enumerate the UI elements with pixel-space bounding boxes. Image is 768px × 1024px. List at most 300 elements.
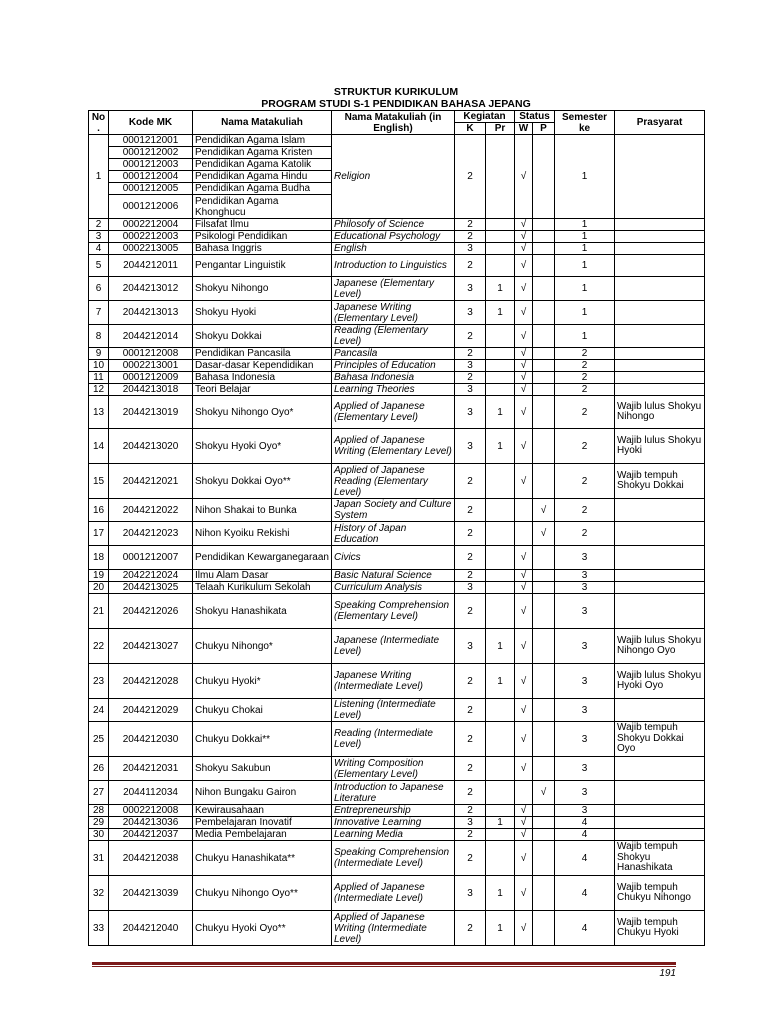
cell-p bbox=[533, 664, 555, 699]
cell-p bbox=[533, 841, 555, 876]
cell-kode: 0001212009 bbox=[109, 372, 193, 384]
cell-prasyarat: Wajib lulus Shokyu Hyoki bbox=[615, 429, 705, 464]
cell-w: √ bbox=[515, 829, 533, 841]
cell-english: Curriculum Analysis bbox=[332, 582, 455, 594]
cell-k: 2 bbox=[455, 699, 486, 722]
cell-semester: 2 bbox=[555, 384, 615, 396]
cell-p bbox=[533, 325, 555, 348]
cell-no: 5 bbox=[89, 255, 109, 277]
cell-w: √ bbox=[515, 594, 533, 629]
cell-w: √ bbox=[515, 231, 533, 243]
cell-kode: 2044212026 bbox=[109, 594, 193, 629]
cell-no: 25 bbox=[89, 722, 109, 757]
cell-w: √ bbox=[515, 219, 533, 231]
cell-kode: 2044212028 bbox=[109, 664, 193, 699]
cell-p bbox=[533, 876, 555, 911]
table-row bbox=[89, 384, 705, 396]
cell-no: 29 bbox=[89, 817, 109, 829]
cell-semester: 1 bbox=[555, 301, 615, 325]
cell-english: Learning Theories bbox=[332, 384, 455, 396]
footer-rule bbox=[92, 962, 676, 965]
cell-nama: Media Pembelajaran bbox=[193, 829, 332, 841]
cell-w: √ bbox=[515, 429, 533, 464]
cell-w: √ bbox=[515, 911, 533, 946]
cell-p bbox=[533, 464, 555, 499]
cell-k: 2 bbox=[455, 722, 486, 757]
cell-english: Philosofy of Science bbox=[332, 219, 455, 231]
cell-semester: 1 bbox=[555, 255, 615, 277]
cell-p: √ bbox=[533, 781, 555, 805]
cell-w: √ bbox=[515, 546, 533, 570]
cell-k: 3 bbox=[455, 243, 486, 255]
cell-nama: Pendidikan Agama Khonghucu bbox=[193, 195, 332, 219]
cell-kode: 0001212004 bbox=[109, 171, 193, 183]
table-row bbox=[89, 757, 705, 781]
table-row bbox=[89, 325, 705, 348]
cell-no: 6 bbox=[89, 277, 109, 301]
cell-english: Applied of Japanese Reading (Elementary Level) bbox=[332, 464, 455, 499]
cell-english: Reading (Intermediate Level) bbox=[332, 722, 455, 757]
cell-semester: 1 bbox=[555, 243, 615, 255]
cell-p bbox=[533, 348, 555, 360]
header-status: Status bbox=[515, 111, 555, 123]
cell-k: 3 bbox=[455, 277, 486, 301]
cell-k: 2 bbox=[455, 135, 486, 219]
header-prasyarat: Prasyarat bbox=[615, 111, 705, 135]
cell-no: 2 bbox=[89, 219, 109, 231]
cell-p bbox=[533, 829, 555, 841]
cell-semester: 3 bbox=[555, 546, 615, 570]
cell-kode: 2044212029 bbox=[109, 699, 193, 722]
cell-kode: 0001212002 bbox=[109, 147, 193, 159]
cell-prasyarat bbox=[615, 699, 705, 722]
cell-p bbox=[533, 429, 555, 464]
cell-prasyarat: Wajib tempuh Shokyu Dokkai Oyo bbox=[615, 722, 705, 757]
cell-p bbox=[533, 582, 555, 594]
cell-prasyarat bbox=[615, 231, 705, 243]
cell-kode: 2044213020 bbox=[109, 429, 193, 464]
cell-prasyarat: Wajib tempuh Shokyu Dokkai bbox=[615, 464, 705, 499]
cell-semester: 2 bbox=[555, 522, 615, 546]
cell-nama: Pendidikan Agama Islam bbox=[193, 135, 332, 147]
cell-no: 26 bbox=[89, 757, 109, 781]
cell-k: 2 bbox=[455, 546, 486, 570]
table-row bbox=[89, 396, 705, 429]
cell-nama: Telaah Kurikulum Sekolah bbox=[193, 582, 332, 594]
cell-semester: 3 bbox=[555, 699, 615, 722]
cell-nama: Shokyu Hanashikata bbox=[193, 594, 332, 629]
cell-k: 2 bbox=[455, 664, 486, 699]
cell-pr bbox=[486, 243, 515, 255]
cell-pr bbox=[486, 582, 515, 594]
cell-kode: 2044212011 bbox=[109, 255, 193, 277]
table-body bbox=[89, 135, 705, 946]
cell-no: 8 bbox=[89, 325, 109, 348]
cell-no: 31 bbox=[89, 841, 109, 876]
cell-pr: 1 bbox=[486, 876, 515, 911]
cell-nama: Chukyu Nihongo* bbox=[193, 629, 332, 664]
cell-semester: 1 bbox=[555, 277, 615, 301]
header-no: No . bbox=[89, 111, 109, 135]
cell-w bbox=[515, 781, 533, 805]
cell-prasyarat bbox=[615, 243, 705, 255]
cell-p bbox=[533, 231, 555, 243]
cell-kode: 0002212004 bbox=[109, 219, 193, 231]
cell-english: Entrepreneurship bbox=[332, 805, 455, 817]
cell-kode: 2044212030 bbox=[109, 722, 193, 757]
cell-w: √ bbox=[515, 699, 533, 722]
cell-w: √ bbox=[515, 817, 533, 829]
cell-w bbox=[515, 499, 533, 522]
cell-english: Principles of Education bbox=[332, 360, 455, 372]
cell-w: √ bbox=[515, 629, 533, 664]
cell-w: √ bbox=[515, 384, 533, 396]
header-semester: Semester ke bbox=[555, 111, 615, 135]
cell-no: 24 bbox=[89, 699, 109, 722]
table-row bbox=[89, 372, 705, 384]
cell-prasyarat bbox=[615, 805, 705, 817]
cell-k: 2 bbox=[455, 570, 486, 582]
header-w: W bbox=[515, 123, 533, 135]
cell-pr bbox=[486, 722, 515, 757]
cell-k: 2 bbox=[455, 594, 486, 629]
cell-kode: 2044213013 bbox=[109, 301, 193, 325]
table-row bbox=[89, 464, 705, 499]
cell-no: 18 bbox=[89, 546, 109, 570]
cell-no: 7 bbox=[89, 301, 109, 325]
cell-semester: 1 bbox=[555, 231, 615, 243]
header-pr: Pr bbox=[486, 123, 515, 135]
cell-w: √ bbox=[515, 722, 533, 757]
cell-no: 21 bbox=[89, 594, 109, 629]
cell-pr bbox=[486, 135, 515, 219]
cell-kode: 0001212001 bbox=[109, 135, 193, 147]
cell-pr bbox=[486, 757, 515, 781]
cell-nama: Ilmu Alam Dasar bbox=[193, 570, 332, 582]
cell-prasyarat bbox=[615, 817, 705, 829]
cell-p bbox=[533, 805, 555, 817]
cell-p bbox=[533, 372, 555, 384]
cell-no: 13 bbox=[89, 396, 109, 429]
cell-semester: 2 bbox=[555, 372, 615, 384]
cell-pr: 1 bbox=[486, 277, 515, 301]
table-row bbox=[89, 911, 705, 946]
table-row bbox=[89, 594, 705, 629]
cell-w: √ bbox=[515, 396, 533, 429]
cell-kode: 2044213025 bbox=[109, 582, 193, 594]
cell-semester: 4 bbox=[555, 841, 615, 876]
cell-w: √ bbox=[515, 570, 533, 582]
cell-k: 3 bbox=[455, 629, 486, 664]
cell-semester: 2 bbox=[555, 348, 615, 360]
cell-prasyarat bbox=[615, 522, 705, 546]
cell-prasyarat bbox=[615, 499, 705, 522]
cell-pr: 1 bbox=[486, 664, 515, 699]
cell-no: 22 bbox=[89, 629, 109, 664]
cell-nama: Psikologi Pendidikan bbox=[193, 231, 332, 243]
table-row bbox=[89, 429, 705, 464]
cell-k: 2 bbox=[455, 805, 486, 817]
cell-p bbox=[533, 301, 555, 325]
table-row bbox=[89, 699, 705, 722]
cell-kode: 0001212007 bbox=[109, 546, 193, 570]
cell-prasyarat bbox=[615, 255, 705, 277]
cell-p bbox=[533, 243, 555, 255]
cell-w: √ bbox=[515, 664, 533, 699]
cell-nama: Kewirausahaan bbox=[193, 805, 332, 817]
cell-pr bbox=[486, 805, 515, 817]
table-row bbox=[89, 231, 705, 243]
cell-p bbox=[533, 757, 555, 781]
cell-no: 14 bbox=[89, 429, 109, 464]
cell-english: Introduction to Linguistics bbox=[332, 255, 455, 277]
cell-kode: 2044212037 bbox=[109, 829, 193, 841]
cell-english: Speaking Comprehension (Elementary Level) bbox=[332, 594, 455, 629]
cell-kode: 2044212021 bbox=[109, 464, 193, 499]
cell-prasyarat bbox=[615, 570, 705, 582]
cell-k: 3 bbox=[455, 429, 486, 464]
cell-prasyarat bbox=[615, 360, 705, 372]
cell-prasyarat bbox=[615, 301, 705, 325]
table-row bbox=[89, 219, 705, 231]
cell-english: History of Japan Education bbox=[332, 522, 455, 546]
table-row bbox=[89, 499, 705, 522]
cell-pr: 1 bbox=[486, 629, 515, 664]
cell-nama: Nihon Kyoiku Rekishi bbox=[193, 522, 332, 546]
cell-w bbox=[515, 522, 533, 546]
cell-k: 2 bbox=[455, 325, 486, 348]
cell-kode: 2044212031 bbox=[109, 757, 193, 781]
cell-nama: Nihon Shakai to Bunka bbox=[193, 499, 332, 522]
cell-pr bbox=[486, 546, 515, 570]
cell-prasyarat bbox=[615, 829, 705, 841]
cell-kode: 0001212005 bbox=[109, 183, 193, 195]
cell-english: Listening (Intermediate Level) bbox=[332, 699, 455, 722]
cell-p bbox=[533, 384, 555, 396]
cell-prasyarat bbox=[615, 384, 705, 396]
cell-english: Educational Psychology bbox=[332, 231, 455, 243]
table-row bbox=[89, 348, 705, 360]
cell-pr bbox=[486, 499, 515, 522]
cell-semester: 3 bbox=[555, 805, 615, 817]
cell-kode: 2044213019 bbox=[109, 396, 193, 429]
cell-semester: 4 bbox=[555, 911, 615, 946]
cell-w: √ bbox=[515, 372, 533, 384]
cell-pr bbox=[486, 594, 515, 629]
cell-k: 3 bbox=[455, 582, 486, 594]
cell-semester: 3 bbox=[555, 582, 615, 594]
cell-nama: Filsafat Ilmu bbox=[193, 219, 332, 231]
cell-kode: 0002212008 bbox=[109, 805, 193, 817]
cell-nama: Chukyu Hanashikata** bbox=[193, 841, 332, 876]
header-k: K bbox=[455, 123, 486, 135]
table-row bbox=[89, 277, 705, 301]
header-p: P bbox=[533, 123, 555, 135]
table-row bbox=[89, 722, 705, 757]
cell-kode: 2044213027 bbox=[109, 629, 193, 664]
cell-prasyarat: Wajib tempuh Chukyu Nihongo bbox=[615, 876, 705, 911]
cell-no: 27 bbox=[89, 781, 109, 805]
cell-k: 2 bbox=[455, 499, 486, 522]
cell-k: 3 bbox=[455, 360, 486, 372]
cell-pr bbox=[486, 372, 515, 384]
cell-kode: 2044212014 bbox=[109, 325, 193, 348]
cell-nama: Shokyu Hyoki Oyo* bbox=[193, 429, 332, 464]
cell-prasyarat bbox=[615, 594, 705, 629]
cell-prasyarat bbox=[615, 277, 705, 301]
cell-k: 2 bbox=[455, 841, 486, 876]
cell-kode: 2044212022 bbox=[109, 499, 193, 522]
cell-semester: 4 bbox=[555, 817, 615, 829]
cell-semester: 2 bbox=[555, 499, 615, 522]
cell-nama: Shokyu Hyoki bbox=[193, 301, 332, 325]
cell-pr: 1 bbox=[486, 396, 515, 429]
cell-no: 19 bbox=[89, 570, 109, 582]
document-subtitle: PROGRAM STUDI S-1 PENDIDIKAN BAHASA JEPANG bbox=[261, 98, 531, 110]
cell-nama: Nihon Bungaku Gairon bbox=[193, 781, 332, 805]
cell-pr bbox=[486, 522, 515, 546]
cell-english: Writing Composition (Elementary Level) bbox=[332, 757, 455, 781]
cell-k: 3 bbox=[455, 876, 486, 911]
page-number: 191 bbox=[659, 968, 676, 979]
cell-prasyarat bbox=[615, 348, 705, 360]
cell-kode: 2044112034 bbox=[109, 781, 193, 805]
cell-kode: 2044212023 bbox=[109, 522, 193, 546]
cell-semester: 3 bbox=[555, 781, 615, 805]
cell-semester: 1 bbox=[555, 325, 615, 348]
table-row bbox=[89, 876, 705, 911]
cell-k: 2 bbox=[455, 829, 486, 841]
cell-p: √ bbox=[533, 522, 555, 546]
cell-k: 2 bbox=[455, 255, 486, 277]
cell-pr bbox=[486, 384, 515, 396]
cell-pr bbox=[486, 570, 515, 582]
cell-w: √ bbox=[515, 135, 533, 219]
cell-no: 28 bbox=[89, 805, 109, 817]
cell-nama: Shokyu Sakubun bbox=[193, 757, 332, 781]
cell-semester: 3 bbox=[555, 570, 615, 582]
cell-english: Innovative Learning bbox=[332, 817, 455, 829]
table-row bbox=[89, 805, 705, 817]
cell-pr: 1 bbox=[486, 817, 515, 829]
cell-k: 2 bbox=[455, 219, 486, 231]
table-row bbox=[89, 135, 705, 147]
cell-kode: 2044213012 bbox=[109, 277, 193, 301]
cell-nama: Bahasa Inggris bbox=[193, 243, 332, 255]
cell-prasyarat: Wajib lulus Shokyu Hyoki Oyo bbox=[615, 664, 705, 699]
cell-english: Religion bbox=[332, 135, 455, 219]
cell-prasyarat bbox=[615, 546, 705, 570]
cell-nama: Pendidikan Agama Budha bbox=[193, 183, 332, 195]
cell-semester: 2 bbox=[555, 464, 615, 499]
header-nama: Nama Matakuliah bbox=[193, 111, 332, 135]
document-title: STRUKTUR KURIKULUM bbox=[333, 86, 459, 98]
cell-nama: Shokyu Dokkai Oyo** bbox=[193, 464, 332, 499]
cell-semester: 1 bbox=[555, 135, 615, 219]
cell-kode: 2044213039 bbox=[109, 876, 193, 911]
table-row bbox=[89, 360, 705, 372]
cell-k: 2 bbox=[455, 231, 486, 243]
cell-kode: 2044212038 bbox=[109, 841, 193, 876]
cell-no: 17 bbox=[89, 522, 109, 546]
cell-k: 2 bbox=[455, 757, 486, 781]
cell-w: √ bbox=[515, 255, 533, 277]
cell-k: 3 bbox=[455, 384, 486, 396]
cell-nama: Chukyu Nihongo Oyo** bbox=[193, 876, 332, 911]
cell-no: 30 bbox=[89, 829, 109, 841]
cell-nama: Teori Belajar bbox=[193, 384, 332, 396]
cell-english: Japanese Writing (Elementary Level) bbox=[332, 301, 455, 325]
cell-k: 3 bbox=[455, 817, 486, 829]
cell-kode: 0001212003 bbox=[109, 159, 193, 171]
cell-no: 32 bbox=[89, 876, 109, 911]
cell-k: 3 bbox=[455, 301, 486, 325]
table-row bbox=[89, 664, 705, 699]
cell-pr bbox=[486, 325, 515, 348]
cell-k: 2 bbox=[455, 781, 486, 805]
cell-w: √ bbox=[515, 464, 533, 499]
cell-pr: 1 bbox=[486, 911, 515, 946]
cell-p bbox=[533, 699, 555, 722]
cell-p bbox=[533, 570, 555, 582]
cell-kode: 0002212003 bbox=[109, 231, 193, 243]
cell-english: Bahasa Indonesia bbox=[332, 372, 455, 384]
footer-rule-thin bbox=[92, 966, 676, 967]
cell-semester: 2 bbox=[555, 429, 615, 464]
cell-pr: 1 bbox=[486, 429, 515, 464]
cell-semester: 2 bbox=[555, 360, 615, 372]
cell-prasyarat bbox=[615, 135, 705, 219]
cell-pr bbox=[486, 699, 515, 722]
header-kegiatan: Kegiatan bbox=[455, 111, 515, 123]
cell-semester: 4 bbox=[555, 876, 615, 911]
cell-w: √ bbox=[515, 325, 533, 348]
cell-semester: 3 bbox=[555, 757, 615, 781]
cell-no: 15 bbox=[89, 464, 109, 499]
cell-english: English bbox=[332, 243, 455, 255]
cell-k: 2 bbox=[455, 372, 486, 384]
cell-english: Pancasila bbox=[332, 348, 455, 360]
cell-w: √ bbox=[515, 277, 533, 301]
cell-prasyarat: Wajib tempuh Shokyu Hanashikata bbox=[615, 841, 705, 876]
cell-k: 2 bbox=[455, 348, 486, 360]
cell-english: Civics bbox=[332, 546, 455, 570]
cell-p bbox=[533, 722, 555, 757]
cell-prasyarat bbox=[615, 219, 705, 231]
cell-prasyarat bbox=[615, 757, 705, 781]
cell-english: Introduction to Japanese Literature bbox=[332, 781, 455, 805]
cell-english: Japanese (Elementary Level) bbox=[332, 277, 455, 301]
header-kode: Kode MK bbox=[109, 111, 193, 135]
cell-prasyarat bbox=[615, 582, 705, 594]
cell-no: 3 bbox=[89, 231, 109, 243]
cell-p: √ bbox=[533, 499, 555, 522]
cell-pr bbox=[486, 829, 515, 841]
cell-nama: Shokyu Dokkai bbox=[193, 325, 332, 348]
cell-kode: 0001212006 bbox=[109, 195, 193, 219]
cell-no: 10 bbox=[89, 360, 109, 372]
cell-p bbox=[533, 546, 555, 570]
cell-nama: Chukyu Hyoki* bbox=[193, 664, 332, 699]
cell-nama: Pendidikan Agama Hindu bbox=[193, 171, 332, 183]
cell-english: Reading (Elementary Level) bbox=[332, 325, 455, 348]
cell-english: Basic Natural Science bbox=[332, 570, 455, 582]
table-row bbox=[89, 243, 705, 255]
table-row bbox=[89, 582, 705, 594]
cell-semester: 3 bbox=[555, 722, 615, 757]
cell-w: √ bbox=[515, 348, 533, 360]
cell-kode: 2044213018 bbox=[109, 384, 193, 396]
